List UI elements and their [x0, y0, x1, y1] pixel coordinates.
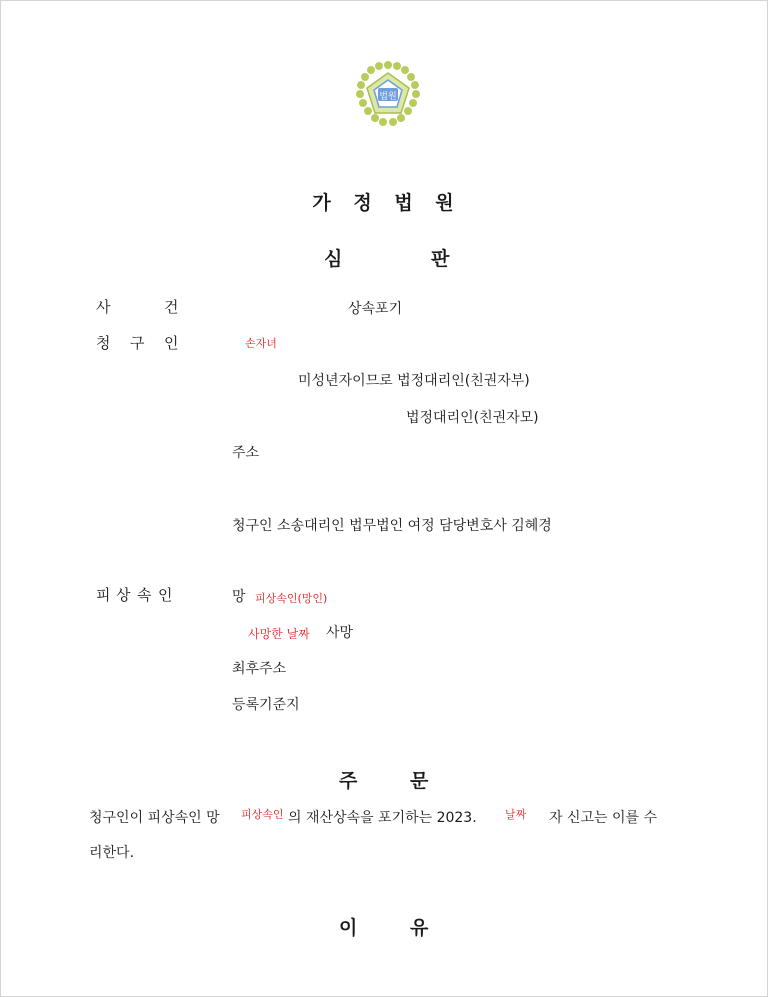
claimant-label-char: 구	[130, 334, 145, 352]
claimant-minor-line: 미성년자이므로 법정대리인(친권자부)	[298, 373, 530, 389]
title-right: 판	[431, 248, 450, 270]
order-line1-a: 청구인이 피상속인 망	[89, 810, 220, 826]
case-label-char: 사	[96, 298, 111, 316]
deceased-name-note: 피상속인(망인)	[255, 592, 328, 605]
deceased-label-char: 인	[158, 586, 173, 604]
order-line1-c: 자 신고는 이를 수	[549, 810, 658, 826]
deceased-label-char: 피	[96, 586, 111, 604]
order-heading-left: 주	[339, 770, 358, 792]
title-left: 심	[324, 248, 343, 270]
claimant-name-note: 손자녀	[245, 337, 277, 350]
deceased-label-char: 상	[116, 586, 131, 604]
court-name-char: 가	[312, 192, 333, 214]
claimant-agent-line: 청구인 소송대리인 법무법인 여정 담당변호사 김혜경	[232, 518, 552, 534]
court-name-char: 정	[353, 192, 374, 214]
reason-heading-left: 이	[339, 917, 358, 939]
court-name-char: 법	[394, 192, 415, 214]
death-date-note: 사망한 날짜	[248, 627, 310, 641]
claimant-address-label: 주소	[232, 445, 260, 461]
deceased-prefix: 망	[232, 589, 246, 605]
order-line2: 리한다.	[89, 845, 135, 861]
claimant-rep-line: 법정대리인(친권자모)	[406, 410, 539, 426]
last-address-label: 최후주소	[232, 661, 287, 677]
court-name-char: 원	[435, 192, 456, 214]
order-line1-note: 피상속인	[241, 808, 284, 821]
claimant-label-char: 청	[96, 334, 111, 352]
case-value: 상속포기	[348, 301, 403, 317]
claimant-label-char: 인	[164, 334, 179, 352]
case-label	[96, 296, 179, 317]
order-line1-b: 의 재산상속을 포기하는 2023.	[288, 810, 477, 826]
claimant-label	[96, 332, 179, 353]
reason-heading-right: 유	[410, 917, 429, 939]
order-heading-right: 문	[410, 770, 429, 792]
death-word: 사망	[326, 625, 354, 641]
order-line1-date-note: 날짜	[505, 808, 527, 821]
case-label-char: 건	[164, 298, 179, 316]
seal-text: 법원	[379, 92, 397, 102]
court-name	[1, 188, 767, 215]
registry-base-label: 등록기준지	[232, 697, 300, 713]
deceased-label	[96, 584, 173, 605]
deceased-label-char: 속	[137, 586, 152, 604]
